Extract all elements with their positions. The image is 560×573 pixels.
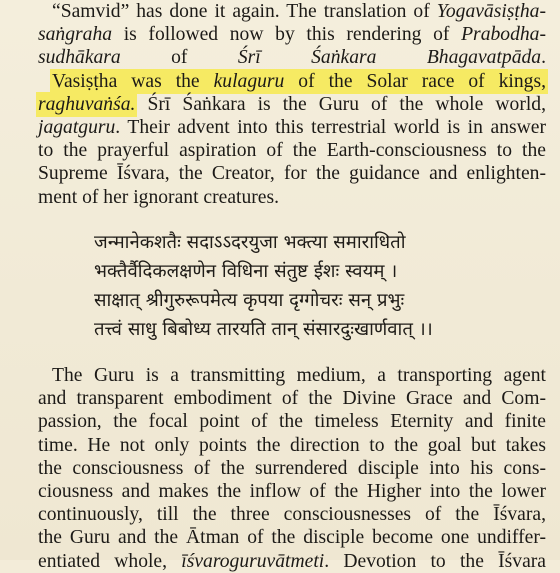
text-line: continuously, till the three consciousnesses of the Īśvara, xyxy=(38,504,546,526)
highlighted-line xyxy=(38,70,546,93)
text-line: passion, the focal point of the timeless Eternity and finite xyxy=(38,411,546,433)
italic-term: jagatguru xyxy=(38,117,116,139)
text-line: Supreme Īśvara, the Creator, for the guidance and enlighten- xyxy=(38,163,546,185)
text-run: is followed now by this rendering of xyxy=(112,24,462,46)
text-run: . xyxy=(541,47,547,69)
text-run: of the Solar race of kings, xyxy=(284,70,546,92)
verse-line: जन्मानेकशतैः सदाऽऽदरयुजा भक्त्या समाराधितो xyxy=(94,232,406,253)
text-line: ciousness and makes the inflow of the Higher into the lower xyxy=(38,481,546,503)
text-run: Śrī Śaṅkara is the Guru of the whole world, xyxy=(135,93,546,115)
text-run: “Samvid” has done it again. The translation of xyxy=(52,1,437,22)
italic-term: sudhākara xyxy=(38,47,121,69)
intro-paragraph xyxy=(38,0,546,209)
italic-term: kulaguru xyxy=(213,70,285,92)
text-run: of xyxy=(120,47,238,69)
text-line: and transparent embodiment of the Divine Grace and Com- xyxy=(38,388,546,410)
verse-line: साक्षात् श्रीगुरुरूपमेत्य कृपया दृग्गोचरः सन् प्रभुः xyxy=(94,290,405,311)
text-line: time. He not only points the direction to the goal but takes xyxy=(38,434,546,456)
highlighted-text xyxy=(52,71,546,92)
text-run: Vasiṣṭha was the xyxy=(52,70,214,92)
text-line: the consciousness of the surrendered disciple into his cons- xyxy=(38,457,546,479)
verse-line: भक्तैर्वैदिकलक्षणेन विधिना संतुष्ट ईशः स्वयम् । xyxy=(94,261,398,282)
verse-line: तत्त्वं साधु बिबोध्य तारयति तान् संसारदुःखार्णवात् ।। xyxy=(94,319,433,340)
text-line: to the prayerful aspiration of the Earth-consciousness to the xyxy=(38,140,546,162)
text-line xyxy=(38,46,546,69)
text-line xyxy=(38,93,546,116)
sanskrit-verse xyxy=(94,228,433,344)
guru-paragraph xyxy=(38,364,546,573)
text-line xyxy=(38,23,546,46)
text-run: . Devotion to the Īśvara xyxy=(324,550,546,572)
text-line: the Guru and the Ātman of the disciple become one undiffer- xyxy=(38,527,546,549)
italic-term: Śrī Śaṅkara Bhagavatpāda xyxy=(237,47,542,69)
italic-term: Prabodha- xyxy=(461,24,546,46)
text-line xyxy=(38,0,546,23)
italic-term: īśvaroguruvātmeti xyxy=(181,550,325,572)
italic-term: raghuvaṅśa. xyxy=(38,93,136,115)
text-line: The Guru is a transmitting medium, a transporting agent xyxy=(52,365,546,386)
highlighted-text xyxy=(38,94,135,115)
text-line xyxy=(38,116,546,139)
italic-term: Yogavāsiṣṭha- xyxy=(436,1,546,22)
text-line: ment of her ignorant creatures. xyxy=(38,186,280,208)
text-run: entiated whole, xyxy=(38,550,182,572)
text-line xyxy=(38,550,546,573)
italic-term: saṅgraha xyxy=(38,24,113,46)
text-run: . Their advent into this terrestrial world is in answer xyxy=(115,117,546,139)
